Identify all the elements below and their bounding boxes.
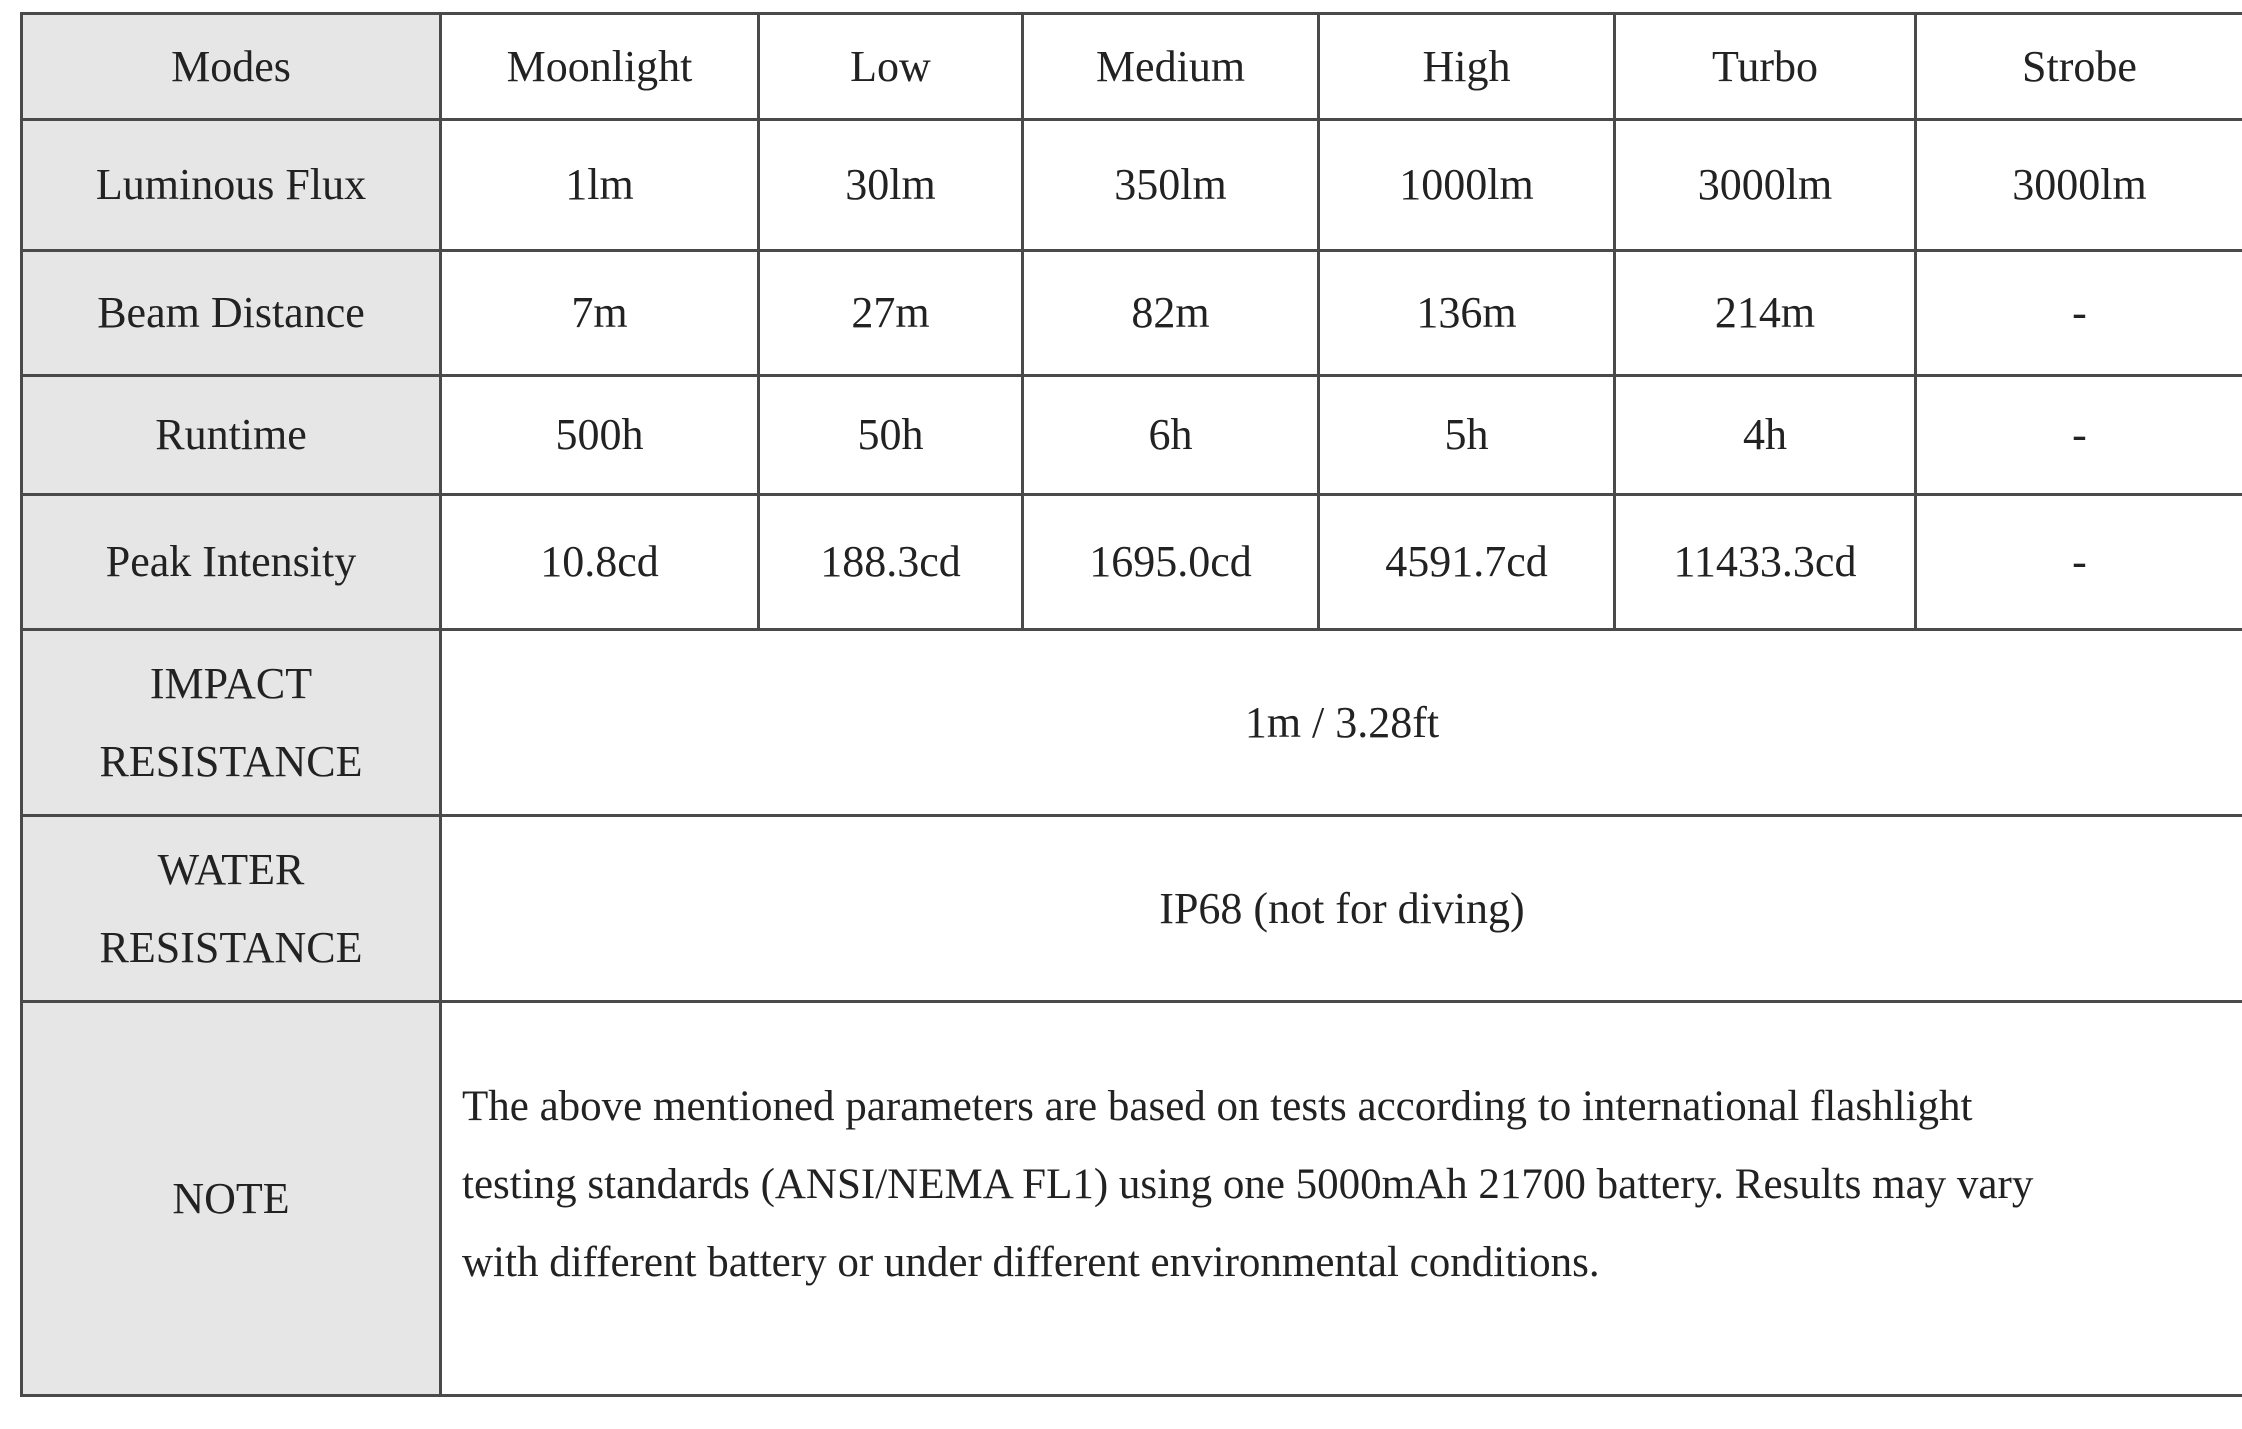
luminous-flux-turbo: 3000lm — [1615, 120, 1916, 251]
specifications-table — [20, 12, 2242, 1397]
note-text — [441, 1002, 2242, 1396]
impact-resistance-row — [22, 630, 2242, 816]
beam-distance-row — [22, 251, 2242, 376]
peak-intensity-label: Peak Intensity — [22, 495, 441, 630]
modes-header-label: Modes — [22, 14, 441, 120]
water-resistance-value: IP68 (not for diving) — [441, 816, 2242, 1002]
water-resistance-label — [22, 816, 441, 1002]
water-resistance-row — [22, 816, 2242, 1002]
runtime-low: 50h — [759, 376, 1023, 495]
note-line-1: The above mentioned parameters are based on tests according to international flashlight — [462, 1082, 1973, 1130]
water-label-line2: RESISTANCE — [99, 922, 363, 972]
peak-intensity-moonlight: 10.8cd — [441, 495, 759, 630]
note-line-3: with different battery or under different environmental conditions. — [462, 1238, 1600, 1286]
runtime-label: Runtime — [22, 376, 441, 495]
runtime-high: 5h — [1319, 376, 1615, 495]
peak-intensity-medium: 1695.0cd — [1023, 495, 1319, 630]
beam-distance-label: Beam Distance — [22, 251, 441, 376]
mode-header-low: Low — [759, 14, 1023, 120]
runtime-moonlight: 500h — [441, 376, 759, 495]
impact-resistance-value: 1m / 3.28ft — [441, 630, 2242, 816]
luminous-flux-strobe: 3000lm — [1916, 120, 2242, 251]
mode-header-turbo: Turbo — [1615, 14, 1916, 120]
beam-distance-strobe: - — [1916, 251, 2242, 376]
runtime-row — [22, 376, 2242, 495]
luminous-flux-label: Luminous Flux — [22, 120, 441, 251]
beam-distance-turbo: 214m — [1615, 251, 1916, 376]
runtime-strobe: - — [1916, 376, 2242, 495]
table-header-row — [22, 14, 2242, 120]
mode-header-medium: Medium — [1023, 14, 1319, 120]
peak-intensity-high: 4591.7cd — [1319, 495, 1615, 630]
beam-distance-high: 136m — [1319, 251, 1615, 376]
mode-header-strobe: Strobe — [1916, 14, 2242, 120]
mode-header-high: High — [1319, 14, 1615, 120]
peak-intensity-turbo: 11433.3cd — [1615, 495, 1916, 630]
note-line-2: testing standards (ANSI/NEMA FL1) using one 5000mAh 21700 battery. Results may vary — [462, 1160, 2034, 1208]
impact-label-line1: IMPACT — [149, 658, 313, 708]
impact-label-line2: RESISTANCE — [99, 736, 363, 786]
note-label: NOTE — [22, 1002, 441, 1396]
luminous-flux-row — [22, 120, 2242, 251]
mode-header-moonlight: Moonlight — [441, 14, 759, 120]
peak-intensity-row — [22, 495, 2242, 630]
luminous-flux-medium: 350lm — [1023, 120, 1319, 251]
impact-resistance-label — [22, 630, 441, 816]
luminous-flux-high: 1000lm — [1319, 120, 1615, 251]
beam-distance-low: 27m — [759, 251, 1023, 376]
luminous-flux-moonlight: 1lm — [441, 120, 759, 251]
beam-distance-medium: 82m — [1023, 251, 1319, 376]
note-row — [22, 1002, 2242, 1396]
runtime-medium: 6h — [1023, 376, 1319, 495]
water-label-line1: WATER — [157, 844, 305, 894]
luminous-flux-low: 30lm — [759, 120, 1023, 251]
beam-distance-moonlight: 7m — [441, 251, 759, 376]
peak-intensity-low: 188.3cd — [759, 495, 1023, 630]
peak-intensity-strobe: - — [1916, 495, 2242, 630]
runtime-turbo: 4h — [1615, 376, 1916, 495]
